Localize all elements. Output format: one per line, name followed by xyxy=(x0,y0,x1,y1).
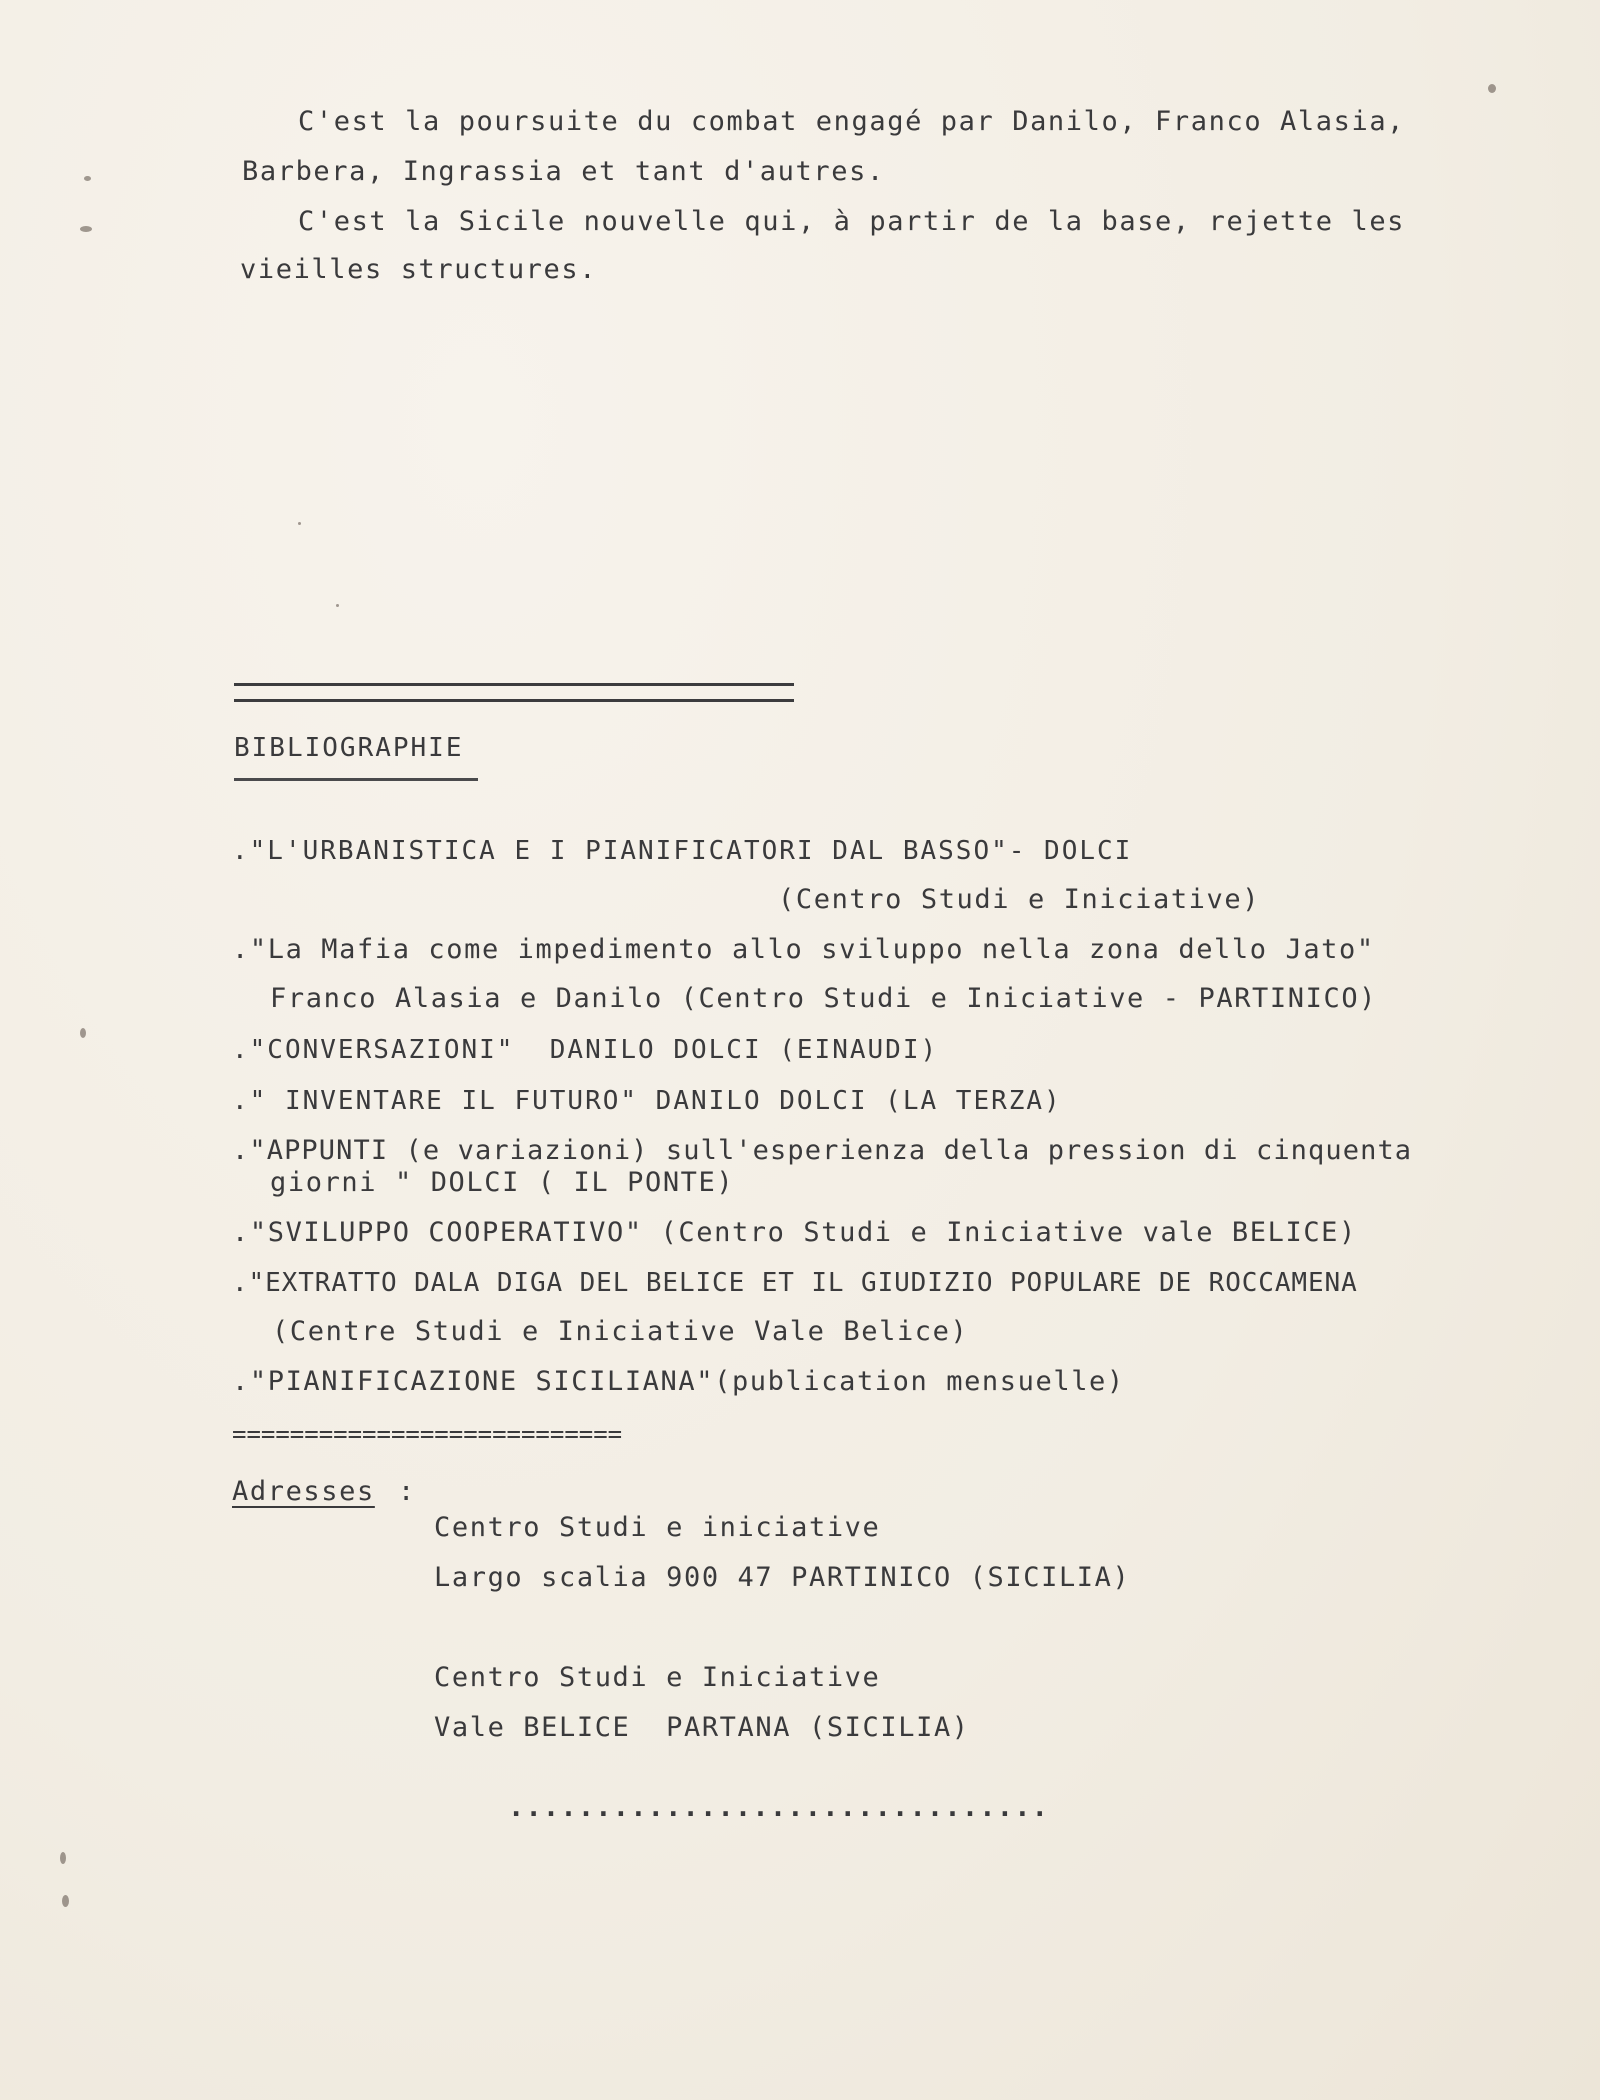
bib-entry-8: ."PIANIFICAZIONE SICILIANA"(publication mensuelle) xyxy=(232,1366,1125,1397)
double-rule-top xyxy=(234,683,794,686)
heading-underline xyxy=(234,778,478,781)
bib-entry-1-publisher: (Centro Studi e Iniciative) xyxy=(778,884,1261,915)
bib-entry-2-cont: Franco Alasia e Danilo (Centro Studi e Iniciative - PARTINICO) xyxy=(270,983,1378,1014)
bibliography-heading: BIBLIOGRAPHIE xyxy=(234,733,464,763)
double-rule-bottom xyxy=(234,699,794,702)
bib-entry-1: ."L'URBANISTICA E I PIANIFICATORI DAL BASSO"- DOLCI xyxy=(232,836,1133,866)
bib-entry-6: ."SVILUPPO COOPERATIVO" (Centro Studi e Iniciative vale BELICE) xyxy=(232,1217,1357,1248)
address-2-line-2: Vale BELICE PARTANA (SICILIA) xyxy=(434,1712,970,1743)
paper-speck xyxy=(80,1028,86,1038)
equals-separator: =========================== xyxy=(232,1420,623,1448)
paper-speck xyxy=(1488,84,1496,93)
intro-line-1: C'est la poursuite du combat engagé par Danilo, Franco Alasia, xyxy=(298,106,1406,137)
address-1-line-1: Centro Studi e iniciative xyxy=(434,1512,881,1543)
addresses-label: Adresses xyxy=(232,1476,375,1507)
intro-line-3: C'est la Sicile nouvelle qui, à partir de la base, rejette les xyxy=(298,206,1406,237)
paper-speck xyxy=(62,1895,69,1907)
bib-entry-3: ."CONVERSAZIONI" DANILO DOLCI (EINAUDI) xyxy=(232,1035,939,1065)
bib-entry-2: ."La Mafia come impedimento allo sviluppo nella zona dello Jato" xyxy=(232,934,1375,965)
bib-entry-4: ." INVENTARE IL FUTURO" DANILO DOLCI (LA TERZA) xyxy=(232,1086,1062,1116)
closing-dots: ............................... xyxy=(508,1792,1050,1823)
address-1-line-2: Largo scalia 900 47 PARTINICO (SICILIA) xyxy=(434,1562,1131,1593)
paper-speck xyxy=(336,604,339,607)
address-2-line-1: Centro Studi e Iniciative xyxy=(434,1662,881,1693)
intro-line-4: vieilles structures. xyxy=(240,254,598,285)
bib-entry-7-cont: (Centre Studi e Iniciative Vale Belice) xyxy=(272,1316,969,1347)
paper-speck xyxy=(80,226,92,232)
addresses-colon: : xyxy=(398,1476,416,1507)
paper-speck xyxy=(84,176,91,181)
bib-entry-5: ."APPUNTI (e variazioni) sull'esperienza della pression di cinquenta xyxy=(232,1135,1413,1166)
bib-entry-7: ."EXTRATTO DALA DIGA DEL BELICE ET IL GIUDIZIO POPULARE DE ROCCAMENA xyxy=(232,1268,1358,1298)
bib-entry-5-cont: giorni " DOLCI ( IL PONTE) xyxy=(270,1167,735,1198)
paper-speck xyxy=(298,522,301,525)
intro-line-2: Barbera, Ingrassia et tant d'autres. xyxy=(242,156,885,187)
paper-speck xyxy=(60,1852,66,1864)
